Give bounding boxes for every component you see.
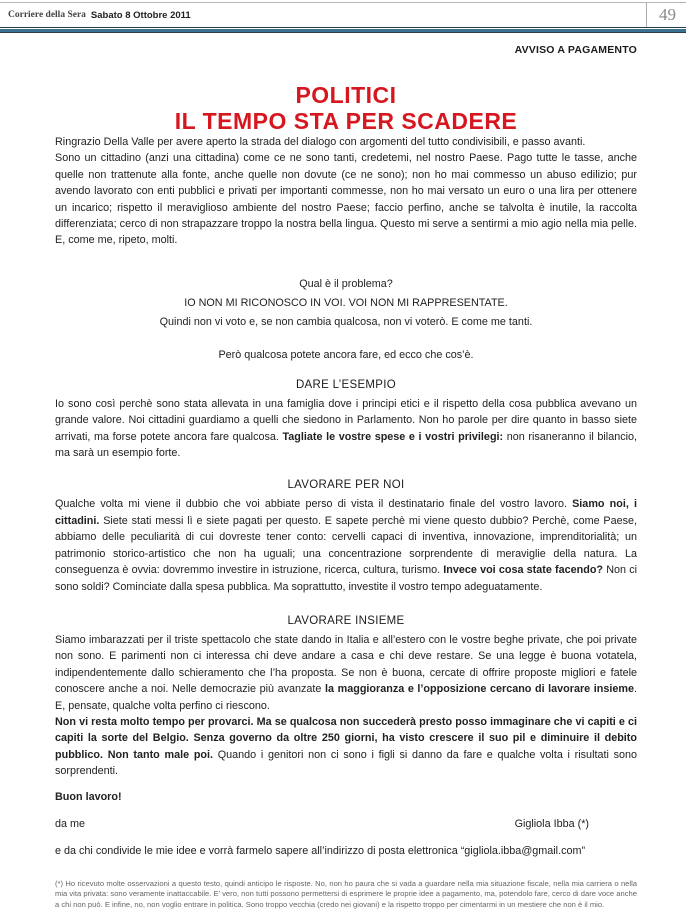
signature-right: Gigliola Ibba (*): [514, 817, 589, 830]
section-heading-lavorare-per-noi: LAVORARE PER NOI: [287, 479, 405, 492]
masthead: [0, 3, 686, 27]
paid-notice-label: AVVISO A PAGAMENTO: [514, 44, 637, 56]
pero-line: Però qualcosa potete ancora fare, ed ecco che cos’è.: [218, 348, 474, 361]
problem-block: [55, 275, 637, 332]
section-heading-dare-esempio: DARE L’ESEMPIO: [295, 378, 397, 391]
signature-left: da me: [55, 817, 86, 830]
intro-paragraph: Ringrazio Della Valle per avere aperto la strada del dialogo con argomenti del tutto condivisibili, e passo avanti.: [55, 136, 586, 148]
page-number: 49: [659, 5, 676, 24]
email-line: e da chi condivide le mie idee e vorrà farmelo sapere all’indirizzo di posta elettronica “gigliola.ibba@gmail.com”: [55, 844, 586, 857]
citizen-paragraph: Sono un cittadino (anzi una cittadina) come ce ne sono tanti, credetemi, nel nostro Paese. Pago tutte le tasse, anche quelle non trattenute alla fonte, anche quelle non dovute (ce ne sono); non ho mai commesso un abuso edilizio; pur avendo lavorato con enti pubblici e privati per importanti commesse, non ho mai versato un euro o una lira per ottenere un incarico; rispetto il meraviglioso ambiente del nostro Paese; faccio perfino, anche se talvolta è inutile, la raccolta differenziata; cerco di non strapazzare troppo la nostra bella lingua. Questo mi serve a sentirmi a mio agio nella mia pelle. E, come me, ripeto, molti.: [55, 152, 637, 247]
buon-lavoro-line: Buon lavoro!: [55, 790, 122, 803]
page-number-box: [646, 3, 686, 27]
ad-title: [55, 82, 637, 134]
section-heading-lavorare-insieme: LAVORARE INSIEME: [287, 614, 405, 627]
problem-line-3: Quindi non vi voto e, se non cambia qualcosa, non vi voterò. E come me tanti.: [159, 315, 533, 328]
closing-paragraph: Non vi resta molto tempo per provarci. Ma se qualcosa non succederà presto posso immaginare che vi capiti e ci capiti la sorte del Belgio. Senza governo da oltre 250 giorni, ha visto crescere il suo pil e diminuire il debito pubblico. Non tanto male poi. Quando i genitori non ci sono i figli si danno da fare e qualche volta i risultati sono sorprendenti.: [55, 715, 637, 778]
newspaper-name: Corriere della Sera: [8, 10, 86, 20]
footnote: (*) Ho ricevuto molte osservazioni a questo testo, quindi anticipo le risposte. No, non ho paura che si vada a guardare nella mia situazione fiscale, nella mia carriera o nella mia vita privata: sono veramente inattaccabile. E’ vero, non tutti possono permettersi di esprimere le proprie idee a pagamento, ma, potendolo fare, cerco di dare voce anche a chi non può. E infine, no, non voglio entrare in politica. Sono troppo vecchia (credo nei giovani) e la rispetto troppo per cimentarmi in un mestiere che non è il mio.: [55, 878, 637, 909]
ad-column: [55, 44, 637, 910]
rule-dark-bottom: [0, 32, 686, 33]
masthead-left: [0, 3, 191, 27]
signature-row: [55, 818, 637, 830]
ad-title-line2: IL TEMPO STA PER SCADERE: [174, 108, 518, 134]
section-paragraph-lavorare-insieme: Siamo imbarazzati per il triste spettacolo che state dando in Italia e all’estero con le vostre beghe private, che poi private non sono. E parimenti non ci interessa chi deve andare a casa e chi deve restare. Se una legge è buona votatela, indipendentemente dallo schieramento che l’ha proposta. Se non è buona, cercate di offrire proposte migliori e fatele conoscere anche a noi. Nelle democrazie più avanzate la maggioranza e l’opposizione cercano di lavorare insieme. E, pensate, qualche volta perfino ci riescono.: [55, 633, 637, 712]
ad-title-line1: POLITICI: [295, 82, 397, 108]
section-paragraph-dare-esempio: Io sono così perchè sono stata allevata in una famiglia dove i principi etici e il rispetto della cosa pubblica avevano un grande valore. Noi cittadini guardiamo a quelli che siedono in Parlamento. Non ho parole per dire quanto in basso siete arrivati, ma forse potete ancora fare qualcosa. Tagliate le vostre spese e i vostri privilegi: non risaneranno il bilancio, ma sarà un esempio forte.: [55, 397, 637, 460]
problem-line-1: Qual è il problema?: [299, 277, 393, 290]
problem-line-2: IO NON MI RICONOSCO IN VOI. VOI NON MI RAPPRESENTATE.: [184, 296, 508, 309]
section-paragraph-lavorare-per-noi: Qualche volta mi viene il dubbio che voi abbiate perso di vista il destinatario finale del vostro lavoro. Siamo noi, i cittadini. Siete stati messi lì e siete pagati per questo. E sapete perchè mi viene questo dubbio? Perchè, come Paese, abbiamo delle peculiarità di cui dovreste tener conto: cervelli capaci di inventiva, innovazione, imprenditorialità; un patrimonio storico-artistico che non ha uguali; una concentrazione sorprendente di meraviglie della natura. La conseguenza è ovvia: dovremmo investire in istruzione, ricerca, cultura, turismo. Invece voi cosa state facendo? Non ci sono soldi? Cominciate dalla spesa pubblica. Ma soprattutto, investite il vostro tempo adeguatamente.: [55, 498, 638, 593]
issue-date: Sabato 8 Ottobre 2011: [90, 9, 191, 21]
